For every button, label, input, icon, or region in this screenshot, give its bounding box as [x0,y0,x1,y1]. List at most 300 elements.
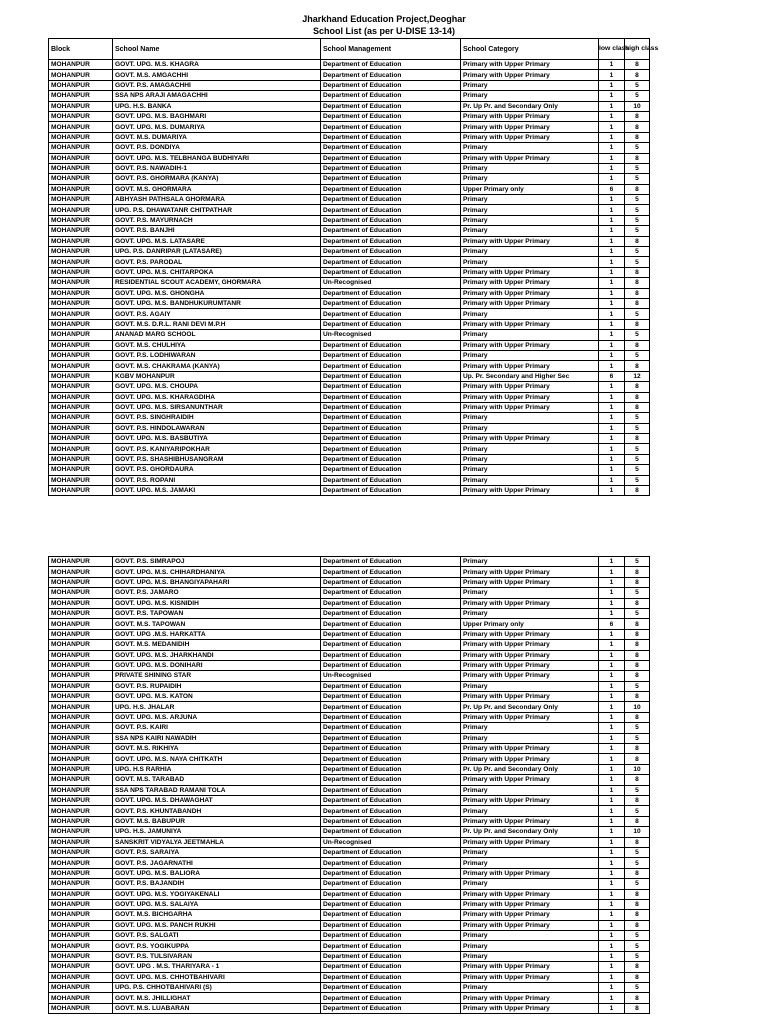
table-row [49,910,650,920]
cell-low-class: 1 [599,423,625,433]
cell-school-name: GOVT. UPG. M.S. ARJUNA [113,712,321,722]
cell-block: MOHANPUR [49,80,113,90]
cell-school-category: Primary with Upper Primary [461,392,599,402]
cell-school-name: GOVT. M.S. RIKHIYA [113,744,321,754]
table-row [49,899,650,909]
cell-high-class: 8 [625,629,650,639]
cell-school-category: Primary [461,215,599,225]
cell-high-class: 12 [625,371,650,381]
table-row [49,764,650,774]
cell-school-management: Department of Education [321,557,461,567]
cell-block: MOHANPUR [49,868,113,878]
cell-school-name: GOVT. M.S. BICHGARHA [113,910,321,920]
cell-low-class: 1 [599,70,625,80]
table-row [49,465,650,475]
cell-school-name: GOVT. P.S. KANIYARIPOKHAR [113,444,321,454]
cell-school-category: Primary [461,454,599,464]
table-row [49,413,650,423]
cell-block: MOHANPUR [49,163,113,173]
cell-school-name: RESIDENTIAL SCOUT ACADEMY, GHORMARA [113,278,321,288]
cell-school-name: GOVT. P.S. TULSIVARAN [113,951,321,961]
cell-school-name: GOVT. P.S. KAIRI [113,723,321,733]
table-row [49,205,650,215]
cell-block: MOHANPUR [49,60,113,70]
cell-block: MOHANPUR [49,962,113,972]
cell-school-name: GOVT. UPG. M.S. DONIHARI [113,660,321,670]
table-row [49,650,650,660]
cell-high-class: 5 [625,226,650,236]
cell-high-class: 8 [625,712,650,722]
cell-block: MOHANPUR [49,371,113,381]
cell-low-class: 1 [599,434,625,444]
cell-school-name: GOVT. UPG. M.S. SALAIYA [113,899,321,909]
cell-school-management: Department of Education [321,465,461,475]
cell-school-category: Primary with Upper Primary [461,577,599,587]
table-row [49,983,650,993]
cell-school-name: GOVT. UPG. M.S. JHARKHANDI [113,650,321,660]
cell-low-class: 1 [599,340,625,350]
cell-block: MOHANPUR [49,640,113,650]
cell-school-category: Primary with Upper Primary [461,816,599,826]
table-row [49,132,650,142]
cell-low-class: 1 [599,247,625,257]
cell-high-class: 8 [625,60,650,70]
cell-low-class: 1 [599,557,625,567]
cell-school-name: GOVT. UPG. M.S. BALIORA [113,868,321,878]
table-row [49,744,650,754]
table-row [49,371,650,381]
cell-high-class: 8 [625,972,650,982]
cell-school-management: Department of Education [321,413,461,423]
table-row [49,754,650,764]
cell-school-name: GOVT. P.S. GHORDAURA [113,465,321,475]
table-row [49,319,650,329]
cell-school-category: Primary with Upper Primary [461,267,599,277]
cell-school-name: GOVT. UPG. M.S. YOGIYAKENALI [113,889,321,899]
cell-school-category: Primary with Upper Primary [461,298,599,308]
table-row [49,816,650,826]
cell-school-management: Department of Education [321,153,461,163]
cell-school-category: Primary [461,413,599,423]
cell-school-category: Primary with Upper Primary [461,60,599,70]
cell-school-category: Primary [461,163,599,173]
table-row [49,681,650,691]
cell-school-category: Primary [461,847,599,857]
table-row [49,247,650,257]
table-row [49,80,650,90]
cell-low-class: 1 [599,60,625,70]
cell-school-name: PRIVATE SHINING STAR [113,671,321,681]
cell-school-name: GOVT. P.S. HINDOLAWARAN [113,423,321,433]
cell-block: MOHANPUR [49,174,113,184]
cell-block: MOHANPUR [49,465,113,475]
cell-school-name: KGBV MOHANPUR [113,371,321,381]
cell-block: MOHANPUR [49,298,113,308]
table-row [49,785,650,795]
cell-low-class: 1 [599,733,625,743]
cell-block: MOHANPUR [49,111,113,121]
cell-school-management: Department of Education [321,795,461,805]
school-list-table-page-2 [48,556,650,1014]
cell-block: MOHANPUR [49,205,113,215]
cell-school-category: Primary with Upper Primary [461,920,599,930]
table-row [49,434,650,444]
cell-low-class: 1 [599,267,625,277]
cell-school-category: Primary [461,806,599,816]
table-row [49,1003,650,1013]
cell-block: MOHANPUR [49,101,113,111]
cell-block: MOHANPUR [49,361,113,371]
cell-school-management: Department of Education [321,80,461,90]
cell-school-name: GOVT. UPG. M.S. CHIHARDHANIYA [113,567,321,577]
cell-school-category: Primary with Upper Primary [461,278,599,288]
cell-block: MOHANPUR [49,889,113,899]
cell-school-name: GOVT. P.S. SARAIYA [113,847,321,857]
cell-block: MOHANPUR [49,350,113,360]
cell-school-management: Department of Education [321,816,461,826]
cell-school-management: Department of Education [321,962,461,972]
cell-school-name: GOVT. M.S. MEDANIDIH [113,640,321,650]
table-row [49,660,650,670]
cell-block: MOHANPUR [49,423,113,433]
cell-school-management: Un-Recognised [321,278,461,288]
table-row [49,889,650,899]
cell-school-category: Primary [461,858,599,868]
cell-school-name: GOVT. M.S. TAPOWAN [113,619,321,629]
cell-low-class: 1 [599,91,625,101]
cell-school-category: Primary with Upper Primary [461,744,599,754]
cell-low-class: 1 [599,350,625,360]
cell-high-class: 8 [625,288,650,298]
cell-school-category: Primary with Upper Primary [461,319,599,329]
table-row [49,577,650,587]
cell-school-name: SSA NPS ARAJI AMAGACHHI [113,91,321,101]
cell-high-class: 8 [625,775,650,785]
cell-school-category: Primary [461,588,599,598]
cell-block: MOHANPUR [49,754,113,764]
cell-block: MOHANPUR [49,226,113,236]
cell-high-class: 8 [625,278,650,288]
table-row [49,733,650,743]
cell-school-management: Department of Education [321,588,461,598]
cell-high-class: 8 [625,744,650,754]
table-row [49,122,650,132]
cell-school-category: Primary [461,350,599,360]
cell-school-management: Department of Education [321,257,461,267]
cell-school-category: Primary [461,174,599,184]
cell-block: MOHANPUR [49,660,113,670]
cell-high-class: 5 [625,806,650,816]
cell-school-management: Department of Education [321,619,461,629]
cell-high-class: 5 [625,879,650,889]
cell-low-class: 1 [599,972,625,982]
cell-high-class: 8 [625,920,650,930]
cell-low-class: 1 [599,402,625,412]
table-row [49,382,650,392]
cell-school-management: Department of Education [321,941,461,951]
cell-low-class: 1 [599,577,625,587]
cell-low-class: 1 [599,361,625,371]
cell-low-class: 1 [599,837,625,847]
cell-block: MOHANPUR [49,153,113,163]
cell-low-class: 1 [599,744,625,754]
table-row [49,941,650,951]
cell-block: MOHANPUR [49,920,113,930]
cell-block: MOHANPUR [49,319,113,329]
table-row [49,827,650,837]
cell-school-category: Primary with Upper Primary [461,993,599,1003]
cell-low-class: 1 [599,920,625,930]
cell-school-management: Department of Education [321,712,461,722]
cell-block: MOHANPUR [49,775,113,785]
cell-school-management: Department of Education [321,298,461,308]
cell-school-name: GOVT. P.S. YOGIKUPPA [113,941,321,951]
cell-school-management: Department of Education [321,205,461,215]
cell-block: MOHANPUR [49,598,113,608]
cell-school-name: UPG. H.S. JAMUNIYA [113,827,321,837]
cell-school-name: GOVT. UPG. M.S. BASBUTIYA [113,434,321,444]
cell-school-category: Primary [461,475,599,485]
cell-low-class: 1 [599,1003,625,1013]
cell-school-category: Up. Pr. Secondary and Higher Sec [461,371,599,381]
cell-school-management: Department of Education [321,577,461,587]
cell-school-category: Primary with Upper Primary [461,650,599,660]
cell-high-class: 8 [625,868,650,878]
cell-high-class: 5 [625,205,650,215]
cell-high-class: 5 [625,257,650,267]
table-row [49,288,650,298]
cell-low-class: 1 [599,754,625,764]
cell-school-management: Department of Education [321,122,461,132]
cell-school-management: Department of Education [321,972,461,982]
cell-school-category: Primary with Upper Primary [461,402,599,412]
cell-school-category: Primary [461,257,599,267]
table-row [49,163,650,173]
cell-high-class: 10 [625,101,650,111]
cell-block: MOHANPUR [49,247,113,257]
table-row [49,195,650,205]
cell-block: MOHANPUR [49,557,113,567]
table-row [49,972,650,982]
cell-low-class: 1 [599,951,625,961]
cell-school-management: Department of Education [321,340,461,350]
cell-block: MOHANPUR [49,983,113,993]
cell-high-class: 5 [625,608,650,618]
cell-low-class: 1 [599,879,625,889]
table-row [49,174,650,184]
cell-block: MOHANPUR [49,608,113,618]
cell-school-category: Primary [461,951,599,961]
cell-low-class: 1 [599,588,625,598]
cell-high-class: 10 [625,702,650,712]
cell-block: MOHANPUR [49,951,113,961]
cell-block: MOHANPUR [49,650,113,660]
cell-high-class: 8 [625,650,650,660]
cell-high-class: 5 [625,143,650,153]
cell-low-class: 1 [599,236,625,246]
cell-high-class: 8 [625,70,650,80]
cell-school-category: Primary [461,879,599,889]
cell-block: MOHANPUR [49,288,113,298]
cell-school-management: Department of Education [321,215,461,225]
cell-low-class: 1 [599,122,625,132]
cell-low-class: 1 [599,702,625,712]
cell-school-category: Primary with Upper Primary [461,486,599,496]
cell-low-class: 1 [599,640,625,650]
cell-low-class: 1 [599,288,625,298]
cell-school-category: Primary [461,941,599,951]
cell-school-category: Primary [461,733,599,743]
cell-school-name: GOVT. P.S. ROPANI [113,475,321,485]
cell-high-class: 8 [625,298,650,308]
table-row [49,723,650,733]
cell-block: MOHANPUR [49,712,113,722]
cell-low-class: 1 [599,660,625,670]
cell-school-management: Department of Education [321,132,461,142]
cell-school-management: Department of Education [321,143,461,153]
cell-low-class: 1 [599,712,625,722]
cell-school-category: Primary [461,465,599,475]
table-body [49,557,650,1014]
cell-low-class: 1 [599,309,625,319]
cell-high-class: 8 [625,837,650,847]
cell-high-class: 8 [625,962,650,972]
table-row [49,557,650,567]
cell-block: MOHANPUR [49,132,113,142]
cell-school-category: Primary with Upper Primary [461,754,599,764]
cell-school-management: Department of Education [321,195,461,205]
cell-block: MOHANPUR [49,629,113,639]
cell-low-class: 1 [599,465,625,475]
cell-school-category: Primary with Upper Primary [461,775,599,785]
cell-block: MOHANPUR [49,475,113,485]
table-row [49,423,650,433]
cell-high-class: 8 [625,132,650,142]
cell-block: MOHANPUR [49,577,113,587]
cell-school-management: Department of Education [321,350,461,360]
cell-high-class: 8 [625,184,650,194]
table-row [49,608,650,618]
cell-block: MOHANPUR [49,764,113,774]
cell-low-class: 1 [599,392,625,402]
cell-school-management: Department of Education [321,91,461,101]
cell-school-category: Primary with Upper Primary [461,795,599,805]
table-row [49,340,650,350]
cell-school-management: Department of Education [321,444,461,454]
table-row [49,361,650,371]
cell-school-category: Primary [461,195,599,205]
cell-school-category: Pr. Up Pr. and Secondary Only [461,827,599,837]
cell-school-category: Primary [461,80,599,90]
header-high-class: high class [625,39,650,60]
cell-school-category: Primary with Upper Primary [461,1003,599,1013]
cell-school-category: Primary with Upper Primary [461,660,599,670]
cell-school-category: Primary [461,330,599,340]
cell-high-class: 8 [625,660,650,670]
cell-low-class: 1 [599,671,625,681]
table-row [49,309,650,319]
cell-school-name: GOVT. UPG. M.S. GHONGHA [113,288,321,298]
cell-school-category: Pr. Up Pr. and Secondary Only [461,764,599,774]
cell-school-name: UPG. P.S. DHAWATANR CHITPATHAR [113,205,321,215]
cell-block: MOHANPUR [49,899,113,909]
cell-high-class: 8 [625,392,650,402]
document-title: Jharkhand Education Project,Deoghar [302,14,466,24]
cell-block: MOHANPUR [49,330,113,340]
cell-high-class: 5 [625,80,650,90]
cell-block: MOHANPUR [49,723,113,733]
header-school-name: School Name [113,39,321,60]
table-row [49,619,650,629]
cell-low-class: 1 [599,806,625,816]
cell-school-name: GOVT. P.S. JAMARO [113,588,321,598]
cell-school-category: Primary with Upper Primary [461,889,599,899]
table-row [49,629,650,639]
cell-school-name: GOVT. M.S. CHULHIYA [113,340,321,350]
table-row [49,931,650,941]
cell-school-category: Primary with Upper Primary [461,837,599,847]
cell-high-class: 5 [625,588,650,598]
cell-block: MOHANPUR [49,122,113,132]
cell-school-management: Department of Education [321,382,461,392]
cell-school-name: GOVT. P.S. SINGHRAIDIH [113,413,321,423]
cell-high-class: 8 [625,640,650,650]
cell-block: MOHANPUR [49,671,113,681]
cell-school-name: GOVT. M.S. DUMARIYA [113,132,321,142]
cell-school-category: Primary [461,226,599,236]
cell-school-name: GOVT. UPG. M.S. CHHOTBAHIVARI [113,972,321,982]
cell-block: MOHANPUR [49,993,113,1003]
cell-high-class: 5 [625,941,650,951]
cell-high-class: 5 [625,983,650,993]
table-row [49,837,650,847]
cell-low-class: 1 [599,257,625,267]
cell-school-name: UPG. P.S. CHHOTBAHIVARI (S) [113,983,321,993]
cell-block: MOHANPUR [49,91,113,101]
cell-school-name: GOVT. UPG. M.S. SIRSANUNTHAR [113,402,321,412]
table-row [49,879,650,889]
cell-school-name: GOVT. M.S. GHORMARA [113,184,321,194]
cell-school-name: GOVT. UPG. M.S. KHAGRA [113,60,321,70]
cell-low-class: 1 [599,827,625,837]
header-school-management: School Management [321,39,461,60]
cell-school-management: Department of Education [321,640,461,650]
cell-low-class: 1 [599,941,625,951]
cell-school-category: Primary [461,247,599,257]
cell-block: MOHANPUR [49,1003,113,1013]
cell-low-class: 1 [599,598,625,608]
cell-school-management: Department of Education [321,163,461,173]
cell-block: MOHANPUR [49,184,113,194]
cell-high-class: 5 [625,215,650,225]
cell-high-class: 8 [625,402,650,412]
cell-block: MOHANPUR [49,795,113,805]
table-row [49,588,650,598]
cell-school-category: Primary [461,423,599,433]
cell-school-category: Primary [461,608,599,618]
cell-school-category: Pr. Up Pr. and Secondary Only [461,702,599,712]
cell-block: MOHANPUR [49,454,113,464]
cell-school-name: SSA NPS KAIRI NAWADIH [113,733,321,743]
table-row [49,101,650,111]
cell-school-management: Department of Education [321,744,461,754]
cell-school-management: Department of Education [321,879,461,889]
cell-low-class: 1 [599,215,625,225]
cell-high-class: 5 [625,91,650,101]
cell-block: MOHANPUR [49,931,113,941]
cell-school-category: Primary with Upper Primary [461,712,599,722]
table-row [49,795,650,805]
